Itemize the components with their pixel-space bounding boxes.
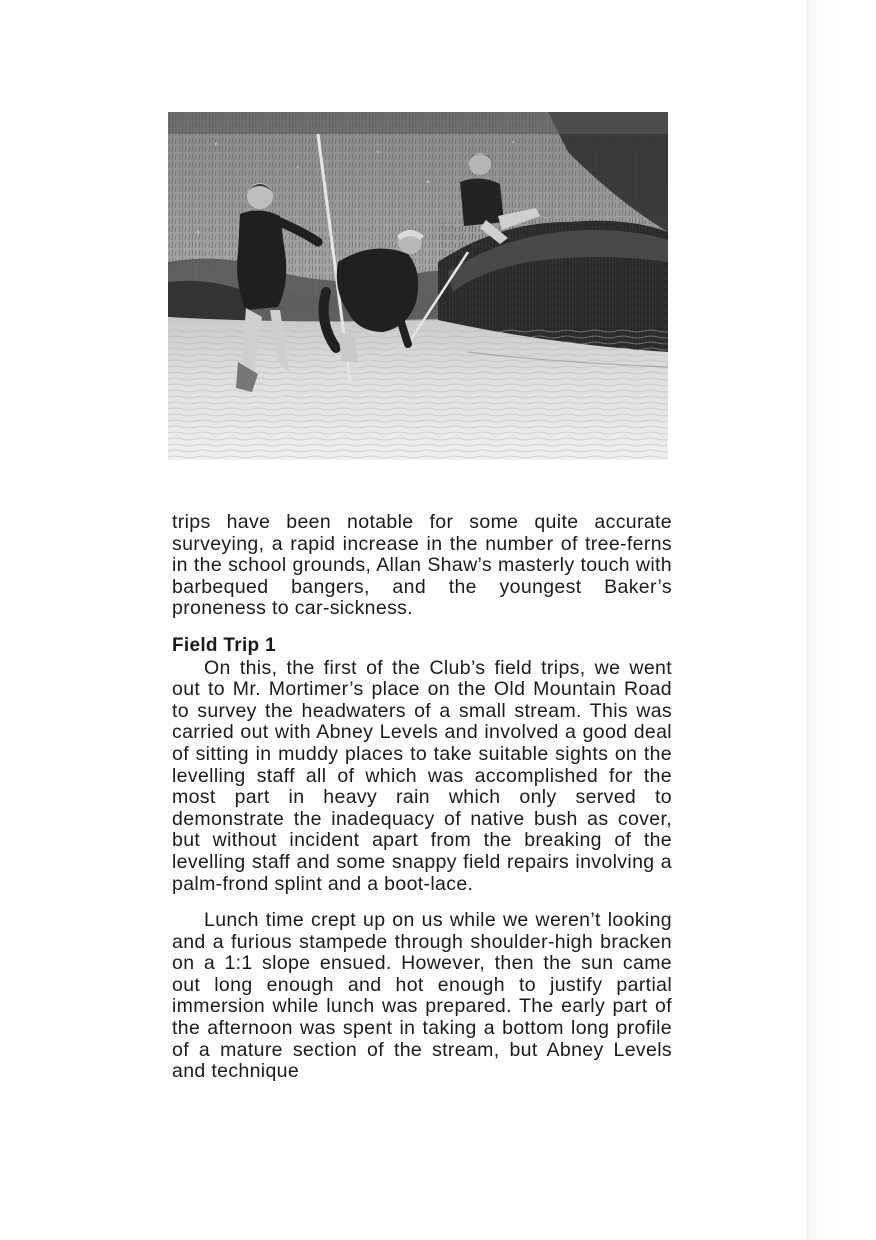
- body-paragraph-2: Lunch time crept up on us while we weren’t looking and a furious stampede through shoulder-high bracken on a 1:1 slope ensued. However, then the sun came out long enough and hot enough to justify partial immersion while lunch was prepared. The early part of the afternoon was spent in taking a bottom long profile of a mature section of the stream, but Abney Levels and technique: [172, 909, 672, 1083]
- body-paragraph-1: On this, the first of the Club’s field trips, we went out to Mr. Mortimer’s place on the Old Mountain Road to survey the headwaters of a small stream. This was carried out with Abney Levels and involved a good deal of sitting in muddy places to take suitable sights on the levelling staff all of which was accomplished for the most part in heavy rain which only served to demonstrate the inadequacy of native bush as cover, but without incident apart from the breaking of the levelling staff and some snappy field repairs involving a palm-frond splint and a boot-lace.: [172, 656, 672, 895]
- intro-paragraph: trips have been notable for some quite accurate surveying, a rapid increase in the number of tree-ferns in the school grounds, Allan Shaw’s masterly touch with barbequed bangers, and the youngest Baker’s proneness to car-sickness.: [172, 511, 672, 620]
- page-edge-shadow: [806, 0, 876, 1240]
- section-heading: Field Trip 1: [172, 634, 276, 656]
- article-body: [172, 512, 672, 1083]
- field-trip-photo: [168, 112, 668, 460]
